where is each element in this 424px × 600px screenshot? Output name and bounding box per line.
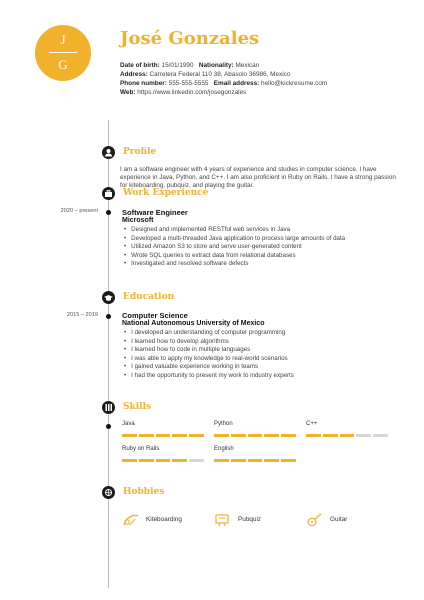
email-label: Email address:: [213, 80, 260, 87]
hobbies-icon: [102, 486, 115, 499]
skill-meter-segment: [356, 434, 371, 437]
profile-icon: [102, 146, 115, 159]
skill-meter-segment: [373, 434, 388, 437]
skill-meter-segment: [156, 459, 171, 462]
skill-name-python: Python: [214, 421, 233, 427]
skill-meter: [214, 459, 296, 462]
education-timeline-dot: [106, 314, 111, 319]
skill-name-ruby: Ruby on Rails: [122, 446, 160, 452]
section-title-hobbies: Hobbies: [123, 487, 165, 497]
initial-last: G: [58, 57, 68, 72]
list-item: • I was able to apply my knowledge to real-world scenarios: [124, 355, 294, 364]
section-title-education: Education: [123, 292, 175, 302]
work-date: 2020 – present: [60, 208, 98, 214]
skill-name-english: English: [214, 446, 234, 452]
skill-meter-segment: [281, 459, 296, 462]
list-item: • Designed and implemented RESTful web services in Java: [124, 226, 345, 235]
skill-meter-segment: [248, 434, 263, 437]
nationality-value: Mexican: [235, 62, 260, 69]
list-item: • I had the opportunity to present my work to industry experts: [124, 372, 294, 381]
hobby-guitar: Guitar: [330, 516, 348, 523]
skill-meter-segment: [231, 459, 246, 462]
skill-meter-segment: [264, 434, 279, 437]
skill-meter: [122, 459, 204, 462]
list-item: • I developed an understanding of computer programming: [124, 329, 294, 338]
list-item: • Investigated and resolved software defects: [124, 260, 345, 269]
address-value: Carretera Federal 110 38, Abasolo 36986, Mexico: [149, 71, 291, 78]
list-item: • I learned how to develop algorithms: [124, 338, 294, 347]
education-school: National Autonomous University of Mexico: [122, 320, 265, 327]
hobby-kiteboarding: Kiteboarding: [146, 516, 182, 523]
skill-meter-segment: [139, 434, 154, 437]
list-item: • Utilized Amazon S3 to store and serve user-generated content: [124, 243, 345, 252]
info-line-contact: [120, 80, 327, 88]
initials-divider: [49, 52, 77, 53]
info-line-web: [120, 89, 246, 97]
web-label: Web:: [120, 89, 136, 96]
info-line-dob: [120, 62, 259, 70]
skill-meter-segment: [306, 434, 321, 437]
web-link[interactable]: https://www.linkedin.com/josegonzales: [137, 89, 247, 96]
work-company: Microsoft: [122, 217, 154, 224]
guitar-icon: [306, 513, 324, 527]
skill-meter: [122, 434, 204, 437]
skill-meter-segment: [189, 434, 204, 437]
dob-value: 15/01/1990: [161, 62, 194, 69]
info-line-address: [120, 71, 290, 79]
initial-first: J: [60, 32, 66, 47]
education-degree: Computer Science: [122, 311, 188, 320]
skills-timeline-dot: [106, 424, 111, 429]
skill-meter: [306, 434, 388, 437]
skill-meter-segment: [281, 434, 296, 437]
skill-meter-segment: [122, 459, 137, 462]
skill-name-java: Java: [122, 421, 135, 427]
initials-badge: [35, 25, 91, 81]
briefcase-icon: [102, 187, 115, 200]
section-title-profile: Profile: [123, 147, 157, 157]
list-item: • I gained valuable experience working in teams: [124, 363, 294, 372]
list-item: • Developed a multi-threaded Java application to process large amounts of data: [124, 235, 345, 244]
address-label: Address:: [120, 71, 148, 78]
phone-value: 555-555-5555: [168, 80, 209, 87]
skills-icon: [102, 401, 115, 414]
skill-meter-segment: [214, 434, 229, 437]
skill-meter-segment: [248, 459, 263, 462]
skill-meter-segment: [214, 459, 229, 462]
graduation-cap-icon: [102, 291, 115, 304]
skill-meter-segment: [340, 434, 355, 437]
quiz-icon: [214, 513, 232, 527]
work-role: Software Engineer: [122, 208, 188, 217]
skill-meter-segment: [264, 459, 279, 462]
skill-meter-segment: [172, 434, 187, 437]
skill-meter: [214, 434, 296, 437]
profile-text: I am a software engineer with 4 years of experience and studies in computer science. I have experience in Java, Python, and C++. I am also proficient in Ruby on Rails. I have a strong passion for kiteboarding, pubquiz, and playing the guitar.: [120, 166, 396, 189]
dob-label: Date of birth:: [120, 62, 160, 69]
hobby-pubquiz: Pubquiz: [238, 516, 262, 523]
skill-name-cpp: C++: [306, 421, 318, 427]
skill-meter-segment: [172, 459, 187, 462]
nationality-label: Nationality:: [198, 62, 234, 69]
section-title-skills: Skills: [123, 402, 152, 412]
skill-meter-segment: [139, 459, 154, 462]
full-name: José Gonzales: [120, 28, 260, 49]
list-item: • I learned how to code in multiple languages: [124, 346, 294, 355]
phone-label: Phone number:: [120, 80, 167, 87]
skill-meter-segment: [189, 459, 204, 462]
kite-icon: [122, 513, 140, 527]
list-item: • Wrote SQL queries to extract data from relational databases: [124, 252, 345, 261]
skill-meter-segment: [122, 434, 137, 437]
work-bullets: [124, 226, 345, 269]
work-timeline-dot: [106, 210, 111, 215]
section-title-work: Work Experience: [123, 188, 209, 198]
skill-meter-segment: [323, 434, 338, 437]
education-date: 2015 – 2019: [66, 312, 98, 318]
skill-meter-segment: [156, 434, 171, 437]
education-bullets: [124, 329, 294, 380]
skill-meter-segment: [231, 434, 246, 437]
email-value[interactable]: hello@kickresume.com: [261, 80, 328, 87]
